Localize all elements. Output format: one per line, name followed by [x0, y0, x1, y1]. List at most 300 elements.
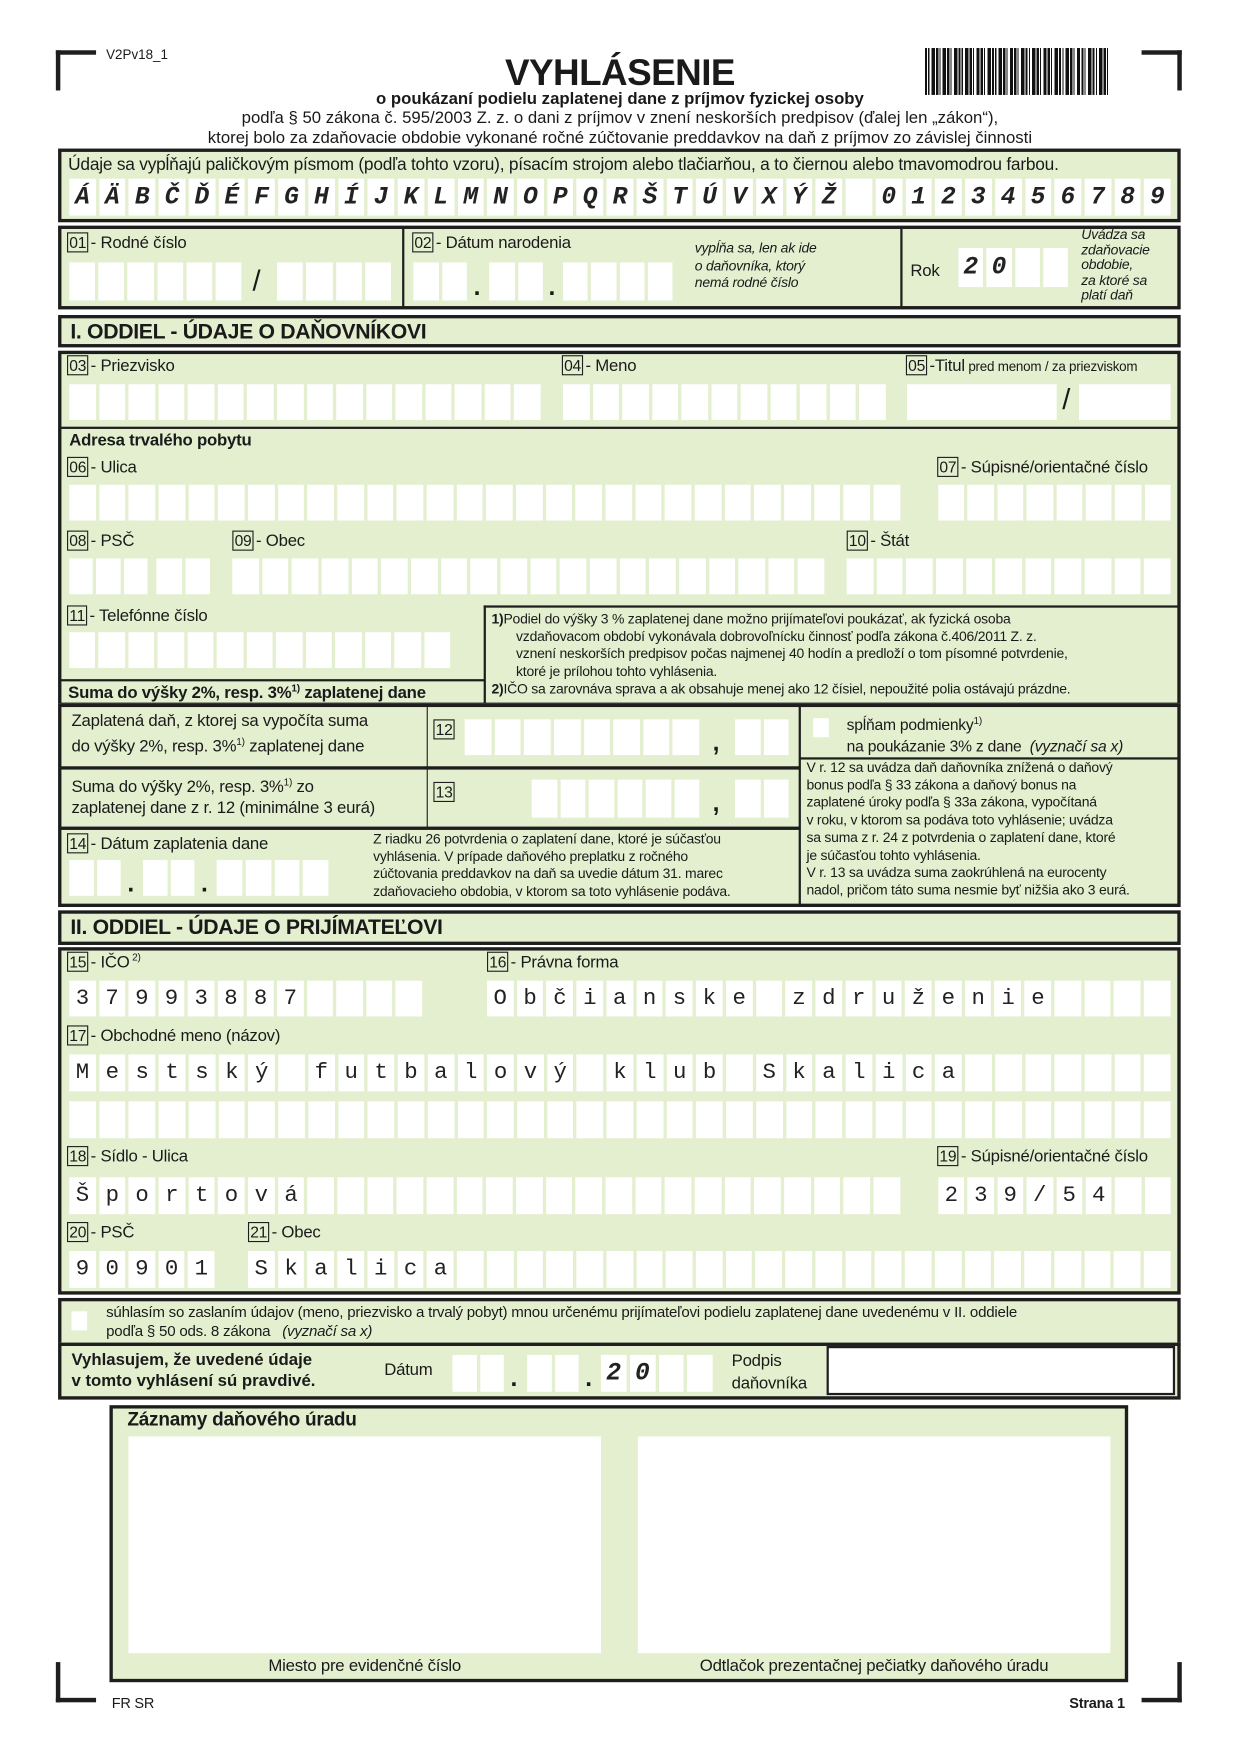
paid-tax-cents-field[interactable] — [735, 719, 789, 755]
char-cell[interactable] — [1054, 1251, 1081, 1288]
char-cell[interactable] — [1025, 1054, 1052, 1091]
char-cell[interactable] — [763, 780, 788, 818]
barcode — [925, 48, 1108, 95]
field-18-label: 18 - Sídlo - Ulica — [67, 1146, 188, 1166]
char-cell[interactable] — [99, 485, 125, 521]
char-cell[interactable] — [396, 981, 422, 1017]
char-cell[interactable] — [619, 559, 645, 595]
char-cell[interactable] — [739, 559, 765, 595]
corner-mark — [1142, 1662, 1182, 1702]
char-cell[interactable] — [1024, 1251, 1051, 1288]
char-cell[interactable] — [337, 1177, 363, 1214]
address-title: Adresa trvalého pobytu — [69, 431, 252, 451]
street-field[interactable] — [69, 485, 900, 521]
char-cell[interactable] — [247, 384, 273, 420]
char-cell[interactable] — [514, 384, 540, 420]
char-cell[interactable] — [1144, 981, 1171, 1017]
char-cell[interactable] — [129, 485, 155, 521]
law-line-1: podľa § 50 zákona č. 595/2003 Z. z. o dani z príjmov v znení neskorších predpisov (ďalej len „zákon“), — [241, 108, 999, 128]
char-cell[interactable] — [494, 719, 520, 755]
char-cell[interactable] — [366, 384, 392, 420]
char-cell[interactable] — [859, 384, 885, 420]
char-cell[interactable] — [589, 780, 614, 818]
payment-year-field[interactable] — [217, 860, 329, 896]
field-06-label: 06 - Ulica — [67, 457, 137, 477]
char-cell[interactable] — [965, 1101, 992, 1138]
form-subtitle: o poukázaní podielu zaplatenej dane z príjmov fyzickej osoby — [375, 89, 864, 109]
char-cell[interactable] — [771, 384, 797, 420]
char-cell[interactable] — [307, 384, 333, 420]
section-1-title: I. ODDIEL - ÚDAJE O DAŇOVNÍKOVI — [58, 315, 1181, 347]
postcode-field-part1[interactable] — [69, 559, 147, 595]
char-cell[interactable] — [995, 1054, 1022, 1091]
char-cell[interactable] — [398, 1101, 425, 1138]
char-cell[interactable] — [798, 559, 824, 595]
field-05-label: 05 -Titul pred menom / za priezviskom — [906, 355, 1137, 375]
share-amount-field[interactable] — [532, 780, 700, 818]
char-cell[interactable] — [424, 632, 450, 668]
char-cell[interactable] — [1085, 1054, 1112, 1091]
char-cell[interactable] — [1085, 559, 1111, 595]
sum-section-title: Suma do výšky 2%, resp. 3%$^{1)}$ zaplatenej dane — [68, 682, 426, 703]
char-cell[interactable] — [725, 1177, 751, 1214]
business-name-field[interactable] — [69, 1054, 1170, 1091]
char-cell[interactable] — [218, 485, 244, 521]
char-cell[interactable] — [935, 1101, 962, 1138]
char-cell[interactable] — [648, 262, 673, 300]
char-cell[interactable] — [159, 485, 185, 521]
consent-checkbox[interactable] — [71, 1311, 87, 1330]
char-cell[interactable] — [170, 860, 194, 896]
char-cell[interactable] — [966, 559, 992, 595]
char-cell[interactable] — [188, 384, 214, 420]
char-cell[interactable] — [99, 632, 125, 668]
char-cell[interactable] — [696, 1251, 723, 1288]
char-cell[interactable] — [593, 384, 619, 420]
char-cell[interactable] — [935, 1251, 962, 1288]
char-cell[interactable] — [876, 1101, 903, 1138]
char-cell[interactable] — [262, 559, 288, 595]
char-cell[interactable] — [365, 262, 391, 300]
char-cell[interactable] — [306, 632, 332, 668]
birth-year-field[interactable] — [563, 262, 672, 300]
field-value-text — [69, 384, 75, 420]
title-before-field[interactable] — [907, 384, 1057, 420]
char-cell[interactable] — [1114, 981, 1141, 1017]
char-cell[interactable] — [336, 981, 362, 1017]
recipient-street-field[interactable] — [69, 1177, 900, 1214]
char-cell[interactable] — [846, 1101, 873, 1138]
char-cell[interactable] — [278, 1101, 305, 1138]
char-cell[interactable] — [619, 262, 644, 300]
char-cell[interactable] — [1086, 485, 1112, 521]
char-cell[interactable] — [936, 559, 962, 595]
char-cell[interactable] — [576, 1177, 602, 1214]
char-cell[interactable] — [1056, 485, 1082, 521]
recipient-ico-field[interactable] — [69, 981, 422, 1017]
char-cell[interactable] — [1144, 1251, 1171, 1288]
char-cell[interactable] — [397, 485, 423, 521]
char-cell[interactable] — [335, 632, 361, 668]
char-cell[interactable] — [709, 559, 735, 595]
char-cell[interactable] — [784, 1177, 810, 1214]
char-cell[interactable] — [1025, 559, 1051, 595]
birth-day-field[interactable] — [413, 262, 467, 300]
char-cell[interactable] — [1025, 1101, 1052, 1138]
char-cell[interactable] — [368, 1101, 395, 1138]
char-cell[interactable] — [1084, 1251, 1111, 1288]
field-value-text — [69, 262, 75, 300]
char-cell[interactable] — [546, 1177, 572, 1214]
char-cell[interactable] — [590, 559, 616, 595]
char-cell[interactable] — [427, 485, 453, 521]
char-cell[interactable] — [336, 384, 362, 420]
char-cell[interactable] — [351, 559, 377, 595]
char-cell[interactable] — [754, 485, 780, 521]
char-cell[interactable] — [500, 559, 526, 595]
recipient-city-field[interactable] — [248, 1251, 1171, 1288]
char-cell[interactable] — [1055, 559, 1081, 595]
stamp-area — [638, 1436, 1110, 1653]
char-cell[interactable] — [427, 1177, 453, 1214]
char-cell[interactable] — [591, 262, 616, 300]
char-cell[interactable] — [394, 632, 420, 668]
char-cell[interactable] — [367, 1177, 393, 1214]
field-10-label: 10 - Štát — [847, 531, 909, 551]
char-cell[interactable] — [219, 1101, 246, 1138]
char-cell[interactable] — [725, 485, 751, 521]
recipient-postcode-field[interactable] — [69, 1251, 225, 1288]
char-cell[interactable] — [800, 384, 826, 420]
field-value-text: 37993887 — [75, 985, 314, 1012]
char-cell[interactable] — [560, 559, 586, 595]
char-cell[interactable] — [185, 559, 210, 595]
char-cell[interactable] — [486, 1177, 512, 1214]
paid-tax-field[interactable] — [465, 719, 700, 755]
char-cell[interactable] — [486, 485, 512, 521]
char-cell[interactable] — [1085, 1101, 1112, 1138]
char-cell[interactable] — [247, 632, 273, 668]
char-cell[interactable] — [1144, 1101, 1171, 1138]
char-cell[interactable] — [1055, 1101, 1082, 1138]
field-value-text — [735, 719, 741, 755]
char-cell[interactable] — [245, 860, 270, 896]
char-cell[interactable] — [606, 1251, 633, 1288]
char-cell[interactable] — [158, 384, 184, 420]
char-cell[interactable] — [277, 384, 303, 420]
char-cell[interactable] — [875, 1251, 902, 1288]
char-cell[interactable] — [217, 632, 243, 668]
field-value-text — [563, 262, 569, 300]
char-cell[interactable] — [1115, 485, 1141, 521]
char-cell[interactable] — [487, 1101, 514, 1138]
char-cell[interactable] — [308, 1101, 335, 1138]
char-cell[interactable] — [1114, 1054, 1141, 1091]
char-cell[interactable] — [1115, 559, 1141, 595]
char-cell[interactable] — [637, 1101, 664, 1138]
char-cell[interactable] — [665, 485, 691, 521]
char-cell[interactable] — [905, 1101, 932, 1138]
char-cell[interactable] — [517, 1251, 544, 1288]
char-cell[interactable] — [457, 485, 483, 521]
char-cell[interactable] — [128, 262, 154, 300]
divider — [60, 427, 1178, 429]
char-cell[interactable] — [584, 719, 610, 755]
char-cell[interactable] — [606, 1177, 632, 1214]
char-cell[interactable] — [754, 1177, 780, 1214]
field-09-label: 09 - Obec — [232, 531, 305, 551]
char-cell[interactable] — [516, 1177, 542, 1214]
signature-field[interactable] — [827, 1346, 1176, 1395]
declaration-day-field[interactable] — [452, 1355, 503, 1392]
char-cell[interactable] — [577, 1101, 604, 1138]
char-cell[interactable] — [485, 384, 511, 420]
char-cell[interactable] — [188, 632, 214, 668]
char-cell[interactable] — [99, 1101, 126, 1138]
char-cell[interactable] — [516, 485, 542, 521]
divider — [60, 766, 799, 769]
char-cell[interactable] — [1055, 1054, 1082, 1091]
char-cell[interactable] — [711, 384, 737, 420]
char-cell[interactable] — [995, 1101, 1022, 1138]
char-cell[interactable] — [876, 559, 902, 595]
char-cell[interactable] — [997, 485, 1023, 521]
tax-year-field[interactable] — [958, 248, 1067, 287]
char-cell[interactable] — [396, 384, 422, 420]
char-cell[interactable] — [411, 559, 437, 595]
char-cell[interactable] — [128, 632, 154, 668]
char-cell[interactable] — [322, 559, 348, 595]
char-cell[interactable] — [215, 262, 241, 300]
char-cell[interactable] — [666, 1251, 693, 1288]
char-cell[interactable] — [674, 780, 699, 818]
char-cell[interactable] — [726, 1251, 753, 1288]
declaration-year-field[interactable] — [601, 1355, 713, 1392]
char-cell[interactable] — [636, 1251, 663, 1288]
char-cell[interactable] — [845, 1251, 872, 1288]
phone-field[interactable] — [69, 632, 450, 668]
tax-year-note: Uvádza sa zdaňovacie obdobie, za ktoré sa platí daň — [1081, 226, 1150, 303]
char-cell[interactable] — [815, 1251, 842, 1288]
char-cell[interactable] — [968, 485, 994, 521]
char-cell[interactable] — [129, 384, 155, 420]
char-cell[interactable] — [844, 1177, 870, 1214]
char-cell[interactable] — [158, 632, 184, 668]
field-value-text — [413, 262, 419, 300]
char-cell[interactable] — [613, 719, 639, 755]
char-cell[interactable] — [303, 860, 328, 896]
char-cell[interactable] — [696, 1101, 723, 1138]
postcode-field-part2[interactable] — [156, 559, 210, 595]
char-cell[interactable] — [306, 262, 332, 300]
char-cell[interactable] — [652, 384, 678, 420]
char-cell[interactable] — [278, 485, 304, 521]
char-cell[interactable] — [607, 1101, 634, 1138]
char-cell[interactable] — [274, 860, 299, 896]
char-cell[interactable] — [576, 485, 602, 521]
char-cell[interactable] — [336, 262, 362, 300]
char-cell[interactable] — [367, 485, 393, 521]
char-cell[interactable] — [1145, 1177, 1171, 1214]
char-cell[interactable] — [756, 1101, 783, 1138]
char-cell[interactable] — [98, 262, 124, 300]
char-cell[interactable] — [1144, 559, 1170, 595]
char-cell[interactable] — [381, 559, 407, 595]
char-cell[interactable] — [635, 485, 661, 521]
char-cell[interactable] — [397, 1177, 423, 1214]
business-name-field-line2[interactable] — [69, 1101, 1170, 1138]
char-cell[interactable] — [97, 860, 121, 896]
char-cell[interactable] — [874, 485, 900, 521]
char-cell[interactable] — [560, 780, 585, 818]
char-cell[interactable] — [1084, 981, 1111, 1017]
char-cell[interactable] — [428, 1101, 455, 1138]
tax-form-page: V2Pv18_1 VYHLÁSENIE o poukázaní podielu zaplatenej dane z príjmov fyzickej osoby podľa § 50 zákona č. 595/2003 Z. z. o dani z príjmov v znení neskorších predpisov (ďalej len „zákon“), ktorej bolo za zdaňovacie obdobie vykonané ročné zúčtovanie preddavkov na daň z príjmov zo závislej činnosti Údaje sa vypĺňajú paličkovým písmom (podľa tohto vzoru), písacím strojom alebo tlačiarňou, a to čiernou alebo tmavomodrou farbou. ÁÄBČĎÉFGHÍJKLMNOPQRŠTÚVXÝŽ 0123456789 01 - Rodné číslo / 02 - Dátum narodenia . . vypĺňa sa, len ak ide o daňovníka, ktorý nemá rodné číslo Rok 20 Uvádza sa zdaňovacie obdobie, za ktoré sa platí daň I. ODDIEL - ÚDAJE O DAŇOVNÍKOVI 03 - Priezvisko 04 - Meno 05 -Titul pred menom / za priezviskom / Adresa trvalého pobytu 06 - Ulica 07 - Súpisné/orientačné číslo 08 - PSČ 09 - Obec 10 - Štát 11 - Telefónne číslo 1)Podiel do výšky 3 % zaplatenej dane možno prijímateľovi poukázať, ak fyzická osoba vzdaňovacom období vykonávala dobrovoľnícku činnosť podľa zákona č.406/2011 Z. z. vznení neskorších predpisov počas najmenej 40 hodín a predloží o tom písomné potvrdenie, ktoré je prílohou tohto vyhlásenia. 2)IČO sa zarovnáva sprava a ak obsahuje menej ako 12 čísiel, nepoužité polia ostávajú prázdne. Suma do výšky 2%, resp. 3%$^{1)}$ zaplatenej dane Zaplatená daň, z ktorej sa vypočíta suma do výšky 2%, resp. 3%$^{1)}$ zaplatenej dane 12 , Suma do výšky 2%, resp. 3%$^{1)}$ zo zaplatenej dane z r. 12 (minimálne 3 eurá) 13 , spĺňam podmienky$^{1)}$ na poukázanie 3% z dane (vyznačí sa x) V r. 12 sa uvádza daň daňovníka znížená o daňový bonus podľa § 33 zákona a daňový bonus na zaplatené úroky podľa § 33a zákona, vypočítaná v roku, v ktorom sa podáva toto vyhlásenie; uvádza sa suma z r. 24 z potvrdenia o zaplatení dane, ktoré je súčasťou tohto vyhlásenia. V r. 13 sa uvádza suma zaokrúhlená na eurocenty nadol, pričom táto suma nesmie byť nižšia ako 3 eurá. 14 - Dátum zaplatenia dane . . Z riadku 26 potvrdenia o zaplatení dane, ktoré je súčasťou vyhlásenia. V prípade daňového preplatku z ročného zúčtovania preddavkov na daň sa uvedie dátum 31. marec zdaňovacieho obdobia, v ktorom sa toto vyhlásenie podáva. II. ODDIEL - ÚDAJE O PRIJÍMATEĽOVI 15 - IČO $^{2)}$ 37993887 16 - Právna forma Občianske združenie 17 - Obchodné meno (názov) Mestský futbalový klub Skalica 18 - Sídlo - Ulica Športová 19 - Súpisné/orientačné číslo 239/54 20 - PSČ 90901 21 - Obec Skalica súhlasím so zaslaním údajov (meno, priezvisko a trvalý pobyt) mnou určenému prijímateľovi podielu zaplatenej dane uvedenému v II. oddiele podľa § 50 ods. 8 zákona (vyznačí sa x) Vyhlasujem, že uvedené údaje v tomto vyhlásení sú pravdivé. Dátum . . 20 Podpis daňovníka Záznamy daňového úradu Miesto pre evidenčné číslo Odtlačok prezentačnej pečiatky daňového úradu FR SR Strana 1 — [0, 0, 1240, 1754]
char-cell[interactable] — [785, 1251, 812, 1288]
char-cell[interactable] — [995, 1251, 1022, 1288]
char-cell[interactable] — [665, 1177, 691, 1214]
surname-field[interactable] — [69, 384, 540, 420]
char-cell[interactable] — [763, 719, 788, 755]
birth-number-field[interactable] — [69, 262, 241, 300]
char-cell[interactable] — [814, 485, 840, 521]
row-13-number: 13 — [433, 782, 454, 802]
char-cell[interactable] — [159, 1101, 186, 1138]
title-after-field[interactable] — [1079, 384, 1171, 420]
char-cell[interactable] — [218, 384, 244, 420]
char-cell[interactable] — [635, 1177, 661, 1214]
char-cell[interactable] — [1114, 1101, 1141, 1138]
declaration-month-field[interactable] — [527, 1355, 578, 1392]
char-cell[interactable] — [1144, 1054, 1171, 1091]
payment-month-field[interactable] — [143, 860, 194, 896]
char-cell[interactable] — [576, 1251, 603, 1288]
char-cell[interactable] — [687, 1355, 712, 1392]
char-cell[interactable] — [814, 1177, 840, 1214]
char-cell[interactable] — [682, 384, 708, 420]
char-cell[interactable] — [365, 632, 391, 668]
char-cell[interactable] — [425, 384, 451, 420]
char-cell[interactable] — [188, 485, 214, 521]
char-cell[interactable] — [457, 1177, 483, 1214]
char-cell[interactable] — [248, 485, 274, 521]
char-cell[interactable] — [157, 262, 183, 300]
char-cell[interactable] — [1114, 1251, 1141, 1288]
char-cell[interactable] — [480, 1355, 504, 1392]
char-cell[interactable] — [844, 485, 870, 521]
char-cell[interactable] — [308, 485, 334, 521]
field-value-text — [735, 780, 741, 818]
char-cell[interactable] — [695, 1177, 721, 1214]
char-cell[interactable] — [830, 384, 856, 420]
char-cell[interactable] — [1043, 248, 1068, 287]
char-cell[interactable] — [524, 719, 550, 755]
char-cell[interactable] — [276, 632, 302, 668]
char-cell[interactable] — [768, 559, 794, 595]
char-cell[interactable] — [338, 1101, 365, 1138]
char-cell[interactable] — [337, 485, 363, 521]
char-cell[interactable] — [741, 384, 767, 420]
char-cell[interactable] — [441, 559, 467, 595]
char-cell[interactable] — [646, 780, 671, 818]
char-cell[interactable] — [129, 1101, 156, 1138]
recipient-house-number-field[interactable] — [938, 1177, 1170, 1214]
char-cell[interactable] — [606, 485, 632, 521]
country-field[interactable] — [847, 559, 1171, 595]
char-cell[interactable] — [673, 719, 699, 755]
char-cell[interactable] — [695, 485, 721, 521]
birth-month-field[interactable] — [489, 262, 543, 300]
first-name-field[interactable] — [563, 384, 886, 420]
field-value-text — [532, 780, 538, 818]
char-cell[interactable] — [547, 1101, 574, 1138]
char-cell[interactable] — [905, 1251, 932, 1288]
footer-left: FR SR — [111, 1694, 155, 1712]
field-value-text — [277, 262, 283, 300]
char-cell[interactable] — [1027, 485, 1053, 521]
birth-number-suffix-field[interactable] — [277, 262, 391, 300]
char-cell[interactable] — [995, 559, 1021, 595]
char-cell[interactable] — [554, 719, 580, 755]
char-cell[interactable] — [546, 485, 572, 521]
char-cell[interactable] — [471, 559, 497, 595]
char-cell[interactable] — [643, 719, 669, 755]
house-number-field[interactable] — [938, 485, 1170, 521]
char-cell[interactable] — [906, 559, 932, 595]
char-cell[interactable] — [816, 1101, 843, 1138]
char-cell[interactable] — [96, 559, 120, 595]
char-cell[interactable] — [248, 1101, 275, 1138]
char-cell[interactable] — [649, 559, 675, 595]
payment-day-field[interactable] — [69, 860, 120, 896]
char-cell[interactable] — [786, 1101, 813, 1138]
share-amount-cents-field[interactable] — [735, 780, 789, 818]
char-cell[interactable] — [442, 262, 467, 300]
field-03-label: 03 - Priezvisko — [67, 355, 175, 375]
field-01-label: 01 - Rodné číslo — [67, 232, 186, 252]
char-cell[interactable] — [292, 559, 318, 595]
char-cell[interactable] — [756, 1251, 783, 1288]
char-cell[interactable] — [530, 559, 556, 595]
char-cell[interactable] — [547, 1251, 574, 1288]
char-cell[interactable] — [366, 981, 392, 1017]
legal-form-field[interactable] — [487, 981, 1171, 1017]
char-cell[interactable] — [679, 559, 705, 595]
char-cell[interactable] — [555, 1355, 579, 1392]
char-cell[interactable] — [965, 1251, 992, 1288]
char-cell[interactable] — [874, 1177, 900, 1214]
char-cell[interactable] — [617, 780, 642, 818]
char-cell[interactable] — [517, 1101, 544, 1138]
char-cell[interactable] — [69, 559, 93, 595]
char-cell[interactable] — [99, 384, 125, 420]
field-value-text: 90901 — [75, 1256, 225, 1283]
char-cell[interactable] — [455, 384, 481, 420]
char-cell[interactable] — [784, 485, 810, 521]
char-cell[interactable] — [666, 1101, 693, 1138]
char-cell[interactable] — [124, 559, 148, 595]
char-cell[interactable] — [189, 1101, 216, 1138]
char-cell[interactable] — [622, 384, 648, 420]
char-cell[interactable] — [518, 262, 543, 300]
char-cell[interactable] — [487, 1251, 514, 1288]
char-cell[interactable] — [457, 1101, 484, 1138]
three-percent-checkbox[interactable] — [813, 718, 829, 737]
char-cell[interactable] — [726, 1101, 753, 1138]
char-cell[interactable] — [186, 262, 212, 300]
char-cell[interactable] — [1145, 485, 1171, 521]
city-field[interactable] — [232, 559, 824, 595]
